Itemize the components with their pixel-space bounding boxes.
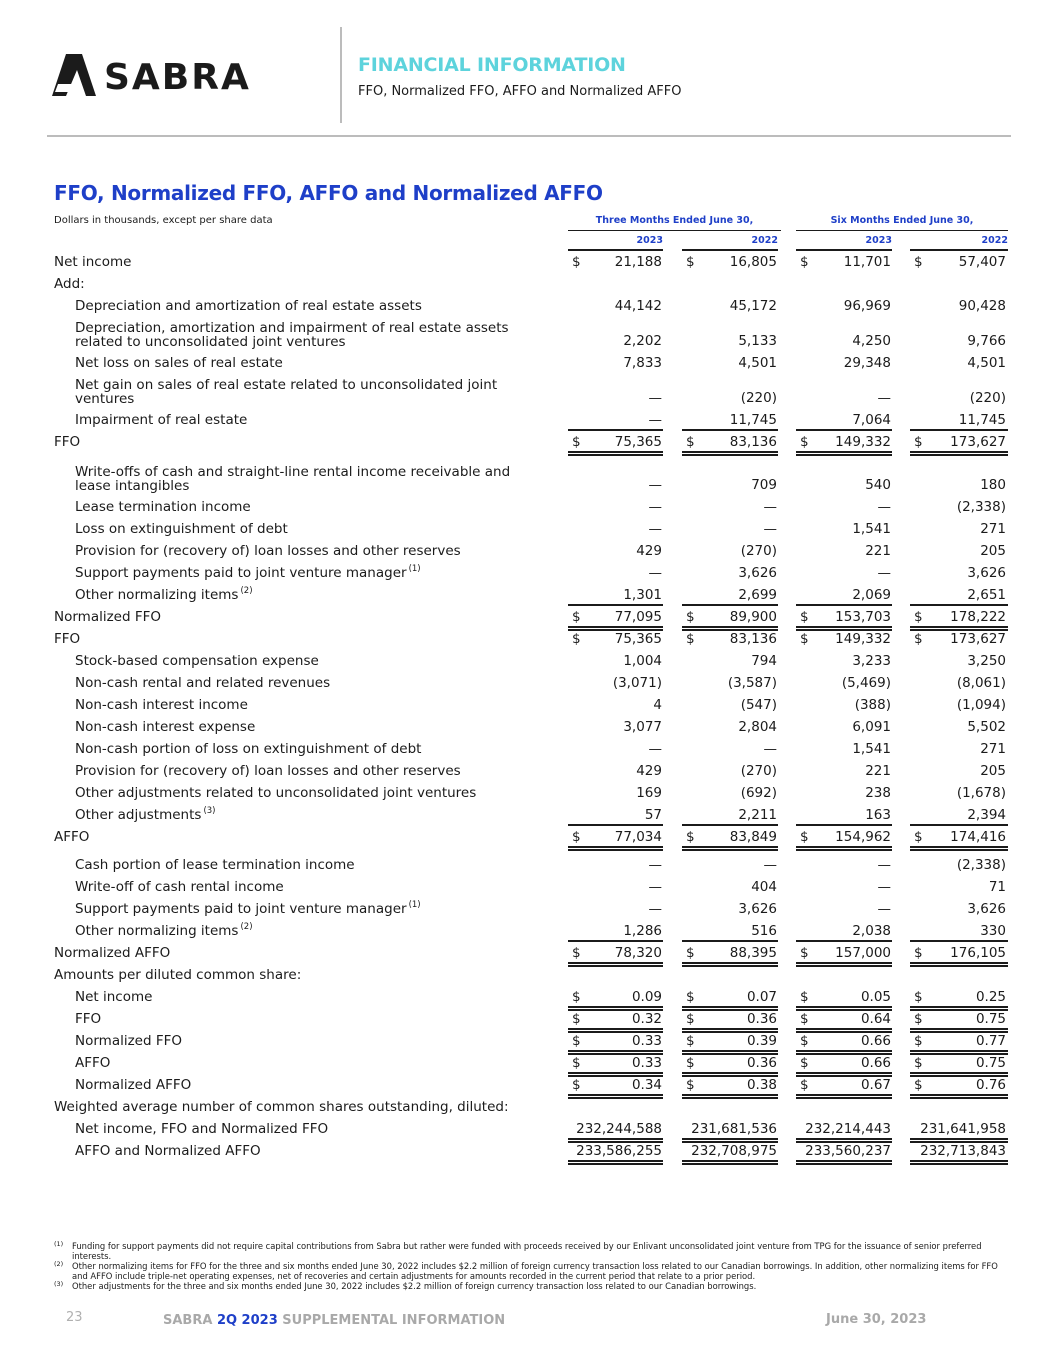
value-cell: 330 xyxy=(980,923,1006,939)
footer-brand: SABRA xyxy=(163,1313,213,1328)
value-cell: 0.75 xyxy=(975,1011,1006,1027)
value-cell: 2,211 xyxy=(738,807,777,823)
row-label: Depreciation, amortization and impairment of real estate assets related to unconsolidated joint ventures xyxy=(75,320,509,350)
dollar-sign: $ xyxy=(572,1077,581,1093)
value-cell: 231,641,958 xyxy=(920,1121,1006,1137)
value-cell: 3,250 xyxy=(967,653,1006,669)
footnote xyxy=(54,1241,1004,1261)
value-cell: 1,541 xyxy=(852,521,891,537)
row-label: Provision for (recovery of) loan losses and other reserves xyxy=(75,543,461,559)
value-cell: 44,142 xyxy=(614,298,662,314)
row-label: Net income, FFO and Normalized FFO xyxy=(75,1121,329,1137)
total-rule xyxy=(796,1163,892,1165)
row-label: Non-cash portion of loss on extinguishment of debt xyxy=(75,741,422,757)
value-cell: (3,587) xyxy=(727,675,777,691)
dollar-sign: $ xyxy=(914,945,923,961)
value-cell: 232,214,443 xyxy=(805,1121,891,1137)
value-cell: (220) xyxy=(740,390,777,406)
value-cell: 149,332 xyxy=(835,434,891,450)
value-cell: (2,338) xyxy=(956,499,1006,515)
value-cell: 2,804 xyxy=(738,719,777,735)
value-cell: 1,541 xyxy=(852,741,891,757)
value-cell: 0.66 xyxy=(860,1033,891,1049)
value-cell: 57,407 xyxy=(958,254,1006,270)
value-cell: 16,805 xyxy=(729,254,777,270)
value-cell: 2,651 xyxy=(967,587,1006,603)
row-label: Normalized AFFO xyxy=(75,1077,192,1093)
value-cell: 3,626 xyxy=(738,565,777,581)
footnote-marker: (2) xyxy=(54,1260,64,1268)
footnote-reference: (1) xyxy=(408,900,421,910)
value-cell: 5,502 xyxy=(967,719,1006,735)
dollar-sign: $ xyxy=(686,434,695,450)
value-cell: — xyxy=(648,499,662,515)
value-cell: 0.34 xyxy=(631,1077,662,1093)
value-cell: 3,233 xyxy=(852,653,891,669)
value-cell: — xyxy=(877,879,891,895)
row-label: Non-cash interest expense xyxy=(75,719,256,735)
footnote-text: Other adjustments for the three and six months ended June 30, 2022 includes $2.2 million of foreign currency transaction loss related to our Canadian borrowings. xyxy=(72,1281,757,1291)
value-cell: 0.66 xyxy=(860,1055,891,1071)
row-label: FFO xyxy=(75,1011,102,1027)
row-label: AFFO xyxy=(75,1055,111,1071)
value-cell: 90,428 xyxy=(958,298,1006,314)
footnote-reference: (1) xyxy=(408,564,421,574)
value-cell: 88,395 xyxy=(729,945,777,961)
period-header-six-months: Six Months Ended June 30, xyxy=(830,215,974,226)
row-label: Normalized FFO xyxy=(54,609,162,625)
footnotes xyxy=(54,1241,1004,1291)
total-rule xyxy=(682,454,778,456)
value-cell: 157,000 xyxy=(835,945,891,961)
section-title: FINANCIAL INFORMATION xyxy=(358,54,626,76)
value-cell: 231,681,536 xyxy=(691,1121,777,1137)
value-cell: 6,091 xyxy=(852,719,891,735)
year-header: 2023 xyxy=(865,235,892,246)
value-cell: 404 xyxy=(751,879,777,895)
total-rule xyxy=(796,451,892,453)
dollar-sign: $ xyxy=(572,1011,581,1027)
dollar-sign: $ xyxy=(914,829,923,845)
total-rule xyxy=(796,454,892,456)
page-title: FFO, Normalized FFO, AFFO and Normalized AFFO xyxy=(54,181,603,205)
value-cell: 4,250 xyxy=(852,333,891,349)
year-header: 2022 xyxy=(751,235,778,246)
value-cell: 1,301 xyxy=(623,587,662,603)
value-cell: — xyxy=(763,741,777,757)
value-cell: (270) xyxy=(740,763,777,779)
value-cell: 3,077 xyxy=(623,719,662,735)
value-cell: — xyxy=(648,521,662,537)
value-cell: 2,038 xyxy=(852,923,891,939)
value-cell: 21,188 xyxy=(614,254,662,270)
year-header: 2022 xyxy=(981,235,1008,246)
value-cell: 0.39 xyxy=(746,1033,777,1049)
value-cell: 77,034 xyxy=(614,829,662,845)
value-cell: 0.76 xyxy=(975,1077,1006,1093)
value-cell: 57 xyxy=(644,807,662,823)
total-rule xyxy=(568,1163,663,1165)
dollar-sign: $ xyxy=(914,1077,923,1093)
dollar-sign: $ xyxy=(572,829,581,845)
footnote xyxy=(54,1261,1004,1281)
value-cell: 96,969 xyxy=(843,298,891,314)
value-cell: 0.36 xyxy=(746,1011,777,1027)
dollar-sign: $ xyxy=(800,829,809,845)
value-cell: 221 xyxy=(865,763,891,779)
dollar-sign: $ xyxy=(572,1055,581,1071)
dollar-sign: $ xyxy=(914,989,923,1005)
dollar-sign: $ xyxy=(686,1077,695,1093)
value-cell: 0.38 xyxy=(746,1077,777,1093)
table-row xyxy=(0,815,1055,845)
dollar-sign: $ xyxy=(800,1055,809,1071)
row-label: Net income xyxy=(75,989,153,1005)
page-number: 23 xyxy=(66,1310,83,1325)
table-row xyxy=(0,341,1055,371)
row-label: Add: xyxy=(54,276,85,292)
value-cell: 45,172 xyxy=(729,298,777,314)
dollar-sign: $ xyxy=(914,609,923,625)
value-cell: 709 xyxy=(751,477,777,493)
value-cell: 429 xyxy=(636,763,662,779)
value-cell: 0.36 xyxy=(746,1055,777,1071)
row-label: Lease termination income xyxy=(75,499,251,515)
value-cell: 176,105 xyxy=(950,945,1006,961)
value-cell: (220) xyxy=(969,390,1006,406)
footnote-reference: (2) xyxy=(240,586,253,596)
dollar-sign: $ xyxy=(914,254,923,270)
value-cell: 5,133 xyxy=(738,333,777,349)
dollar-sign: $ xyxy=(914,1033,923,1049)
row-label: Support payments paid to joint venture manager $^{(1)}$ xyxy=(75,564,421,581)
total-rule xyxy=(910,1163,1008,1165)
value-cell: 0.33 xyxy=(631,1033,662,1049)
row-label: Stock-based compensation expense xyxy=(75,653,319,669)
footnote-text: Other normalizing items for FFO for the three and six months ended June 30, 2022 includes $2.2 million of foreign currency transaction loss related to our Canadian borrowings. In addition, other normalizing items for FFO and AFFO include triple-net operating expenses, net of recoveries and certain adjustments for amounts recorded in the current period that relate to a prior period. xyxy=(72,1261,998,1281)
dollar-sign: $ xyxy=(572,609,581,625)
value-cell: (1,678) xyxy=(956,785,1006,801)
dollar-sign: $ xyxy=(572,945,581,961)
value-cell: (8,061) xyxy=(956,675,1006,691)
footnote-text: Funding for support payments did not require capital contributions from Sabra but rather were funded with proceeds received by our Enlivant unconsolidated joint venture from TPG for the issuance of senior preferred interests. xyxy=(72,1241,982,1261)
row-label: Impairment of real estate xyxy=(75,412,248,428)
value-cell: — xyxy=(648,879,662,895)
value-cell: 3,626 xyxy=(738,901,777,917)
value-cell: (547) xyxy=(740,697,777,713)
value-cell: — xyxy=(648,901,662,917)
total-rule xyxy=(568,1160,663,1162)
table-row xyxy=(0,1129,1055,1159)
value-cell: 2,699 xyxy=(738,587,777,603)
value-cell: 3,626 xyxy=(967,565,1006,581)
value-cell: 794 xyxy=(751,653,777,669)
dollar-sign: $ xyxy=(800,989,809,1005)
value-cell: 83,136 xyxy=(729,631,777,647)
value-cell: (2,338) xyxy=(956,857,1006,873)
dollar-sign: $ xyxy=(914,434,923,450)
total-rule xyxy=(910,454,1008,456)
value-cell: 163 xyxy=(865,807,891,823)
row-label: Cash portion of lease termination income xyxy=(75,857,355,873)
dollar-sign: $ xyxy=(800,434,809,450)
row-label: Other normalizing items $^{(2)}$ xyxy=(75,586,253,603)
value-cell: 271 xyxy=(980,521,1006,537)
row-label: Net gain on sales of real estate related to unconsolidated joint ventures xyxy=(75,377,498,407)
value-cell: — xyxy=(648,477,662,493)
dollar-sign: $ xyxy=(686,254,695,270)
dollar-sign: $ xyxy=(914,631,923,647)
value-cell: — xyxy=(877,901,891,917)
dollar-sign: $ xyxy=(686,1055,695,1071)
row-label: Net income xyxy=(54,254,132,270)
dollar-sign: $ xyxy=(686,989,695,1005)
dollar-sign: $ xyxy=(800,631,809,647)
value-cell: 2,394 xyxy=(967,807,1006,823)
total-rule xyxy=(682,1163,778,1165)
row-label: Provision for (recovery of) loan losses and other reserves xyxy=(75,763,461,779)
value-cell: 11,745 xyxy=(958,412,1006,428)
value-cell: 232,713,843 xyxy=(920,1143,1006,1159)
footnote-reference: (3) xyxy=(203,806,216,816)
footer-title xyxy=(163,1313,505,1328)
value-cell: 271 xyxy=(980,741,1006,757)
value-cell: 0.25 xyxy=(975,989,1006,1005)
value-cell: (270) xyxy=(740,543,777,559)
value-cell: 154,962 xyxy=(835,829,891,845)
footnote-marker: (3) xyxy=(54,1280,64,1288)
value-cell: — xyxy=(763,857,777,873)
row-label: Other normalizing items $^{(2)}$ xyxy=(75,922,253,939)
dollar-sign: $ xyxy=(686,1033,695,1049)
value-cell: 4 xyxy=(653,697,662,713)
value-cell: 205 xyxy=(980,543,1006,559)
row-label: Write-off of cash rental income xyxy=(75,879,284,895)
dollar-sign: $ xyxy=(572,1033,581,1049)
value-cell: 174,416 xyxy=(950,829,1006,845)
value-cell: — xyxy=(648,412,662,428)
value-cell: 173,627 xyxy=(950,434,1006,450)
value-cell: 0.32 xyxy=(631,1011,662,1027)
value-cell: 429 xyxy=(636,543,662,559)
value-cell: 29,348 xyxy=(843,355,891,371)
value-cell: 178,222 xyxy=(950,609,1006,625)
value-cell: 75,365 xyxy=(614,434,662,450)
year-header: 2023 xyxy=(636,235,663,246)
dollar-sign: $ xyxy=(686,1011,695,1027)
total-rule xyxy=(796,1160,892,1162)
dollar-sign: $ xyxy=(686,829,695,845)
value-cell: 233,560,237 xyxy=(805,1143,891,1159)
row-label: Non-cash rental and related revenues xyxy=(75,675,331,691)
value-cell: 11,745 xyxy=(729,412,777,428)
value-cell: (5,469) xyxy=(841,675,891,691)
value-cell: — xyxy=(648,390,662,406)
dollar-sign: $ xyxy=(686,609,695,625)
footer-quarter: 2Q 2023 xyxy=(216,1313,278,1328)
value-cell: 205 xyxy=(980,763,1006,779)
total-rule xyxy=(682,451,778,453)
value-cell: (692) xyxy=(740,785,777,801)
footnote xyxy=(54,1281,1004,1291)
value-cell: 7,064 xyxy=(852,412,891,428)
value-cell: 71 xyxy=(988,879,1006,895)
row-label: Normalized AFFO xyxy=(54,945,171,961)
footer-date: June 30, 2023 xyxy=(826,1312,927,1327)
total-rule xyxy=(682,1160,778,1162)
dollar-sign: $ xyxy=(800,254,809,270)
value-cell: 9,766 xyxy=(967,333,1006,349)
table-row xyxy=(0,284,1055,314)
footnote-reference: (2) xyxy=(240,922,253,932)
value-cell: 238 xyxy=(865,785,891,801)
dollar-sign: $ xyxy=(572,434,581,450)
value-cell: 2,069 xyxy=(852,587,891,603)
period-header-three-months: Three Months Ended June 30, xyxy=(595,215,754,226)
value-cell: 1,286 xyxy=(623,923,662,939)
dollar-sign: $ xyxy=(914,1055,923,1071)
value-cell: 232,244,588 xyxy=(576,1121,662,1137)
value-cell: — xyxy=(877,565,891,581)
value-cell: 0.05 xyxy=(860,989,891,1005)
value-cell: 4,501 xyxy=(738,355,777,371)
value-cell: 0.64 xyxy=(860,1011,891,1027)
dollar-sign: $ xyxy=(800,609,809,625)
value-cell: — xyxy=(648,565,662,581)
dollar-sign: $ xyxy=(914,1011,923,1027)
value-cell: 0.33 xyxy=(631,1055,662,1071)
dollar-sign: $ xyxy=(686,631,695,647)
value-cell: 516 xyxy=(751,923,777,939)
units-note: Dollars in thousands, except per share data xyxy=(54,215,273,226)
row-label: Amounts per diluted common share: xyxy=(54,967,302,983)
row-label: FFO xyxy=(54,434,81,450)
row-label: Other adjustments $^{(3)}$ xyxy=(75,806,216,823)
table-row xyxy=(0,420,1055,450)
value-cell: 0.07 xyxy=(746,989,777,1005)
value-cell: — xyxy=(763,521,777,537)
dollar-sign: $ xyxy=(686,945,695,961)
value-cell: 149,332 xyxy=(835,631,891,647)
total-rule xyxy=(568,454,663,456)
total-rule xyxy=(910,1160,1008,1162)
value-cell: — xyxy=(877,499,891,515)
dollar-sign: $ xyxy=(800,1011,809,1027)
footnote-marker: (1) xyxy=(54,1240,64,1248)
value-cell: 77,095 xyxy=(614,609,662,625)
value-cell: — xyxy=(648,857,662,873)
row-label: Support payments paid to joint venture manager $^{(1)}$ xyxy=(75,900,421,917)
value-cell: 7,833 xyxy=(623,355,662,371)
value-cell: — xyxy=(877,390,891,406)
value-cell: 0.67 xyxy=(860,1077,891,1093)
dollar-sign: $ xyxy=(800,945,809,961)
total-rule xyxy=(568,451,663,453)
row-label: Loss on extinguishment of debt xyxy=(75,521,288,537)
value-cell: — xyxy=(763,499,777,515)
value-cell: 0.77 xyxy=(975,1033,1006,1049)
value-cell: — xyxy=(877,857,891,873)
row-label: AFFO xyxy=(54,829,90,845)
row-label: Depreciation and amortization of real estate assets xyxy=(75,298,422,314)
value-cell: 83,849 xyxy=(729,829,777,845)
value-cell: 169 xyxy=(636,785,662,801)
row-label: Other adjustments related to unconsolidated joint ventures xyxy=(75,785,477,801)
value-cell: 221 xyxy=(865,543,891,559)
dollar-sign: $ xyxy=(572,631,581,647)
value-cell: 83,136 xyxy=(729,434,777,450)
value-cell: 0.09 xyxy=(631,989,662,1005)
row-label: Weighted average number of common shares outstanding, diluted: xyxy=(54,1099,509,1115)
footer-suffix: SUPPLEMENTAL INFORMATION xyxy=(282,1313,506,1328)
value-cell: 153,703 xyxy=(835,609,891,625)
value-cell: 0.75 xyxy=(975,1055,1006,1071)
value-cell: 180 xyxy=(980,477,1006,493)
row-label: Normalized FFO xyxy=(75,1033,183,1049)
value-cell: (1,094) xyxy=(956,697,1006,713)
value-cell: 78,320 xyxy=(614,945,662,961)
value-cell: (3,071) xyxy=(612,675,662,691)
dollar-sign: $ xyxy=(800,1033,809,1049)
row-label: AFFO and Normalized AFFO xyxy=(75,1143,261,1159)
value-cell: (388) xyxy=(854,697,891,713)
row-label: Write-offs of cash and straight-line rental income receivable and lease intangibles xyxy=(75,464,511,494)
row-label: Non-cash interest income xyxy=(75,697,248,713)
total-rule xyxy=(910,451,1008,453)
svg-text:SABRA: SABRA xyxy=(104,57,251,98)
value-cell: 173,627 xyxy=(950,631,1006,647)
value-cell: 233,586,255 xyxy=(576,1143,662,1159)
row-label: Net loss on sales of real estate xyxy=(75,355,283,371)
section-subtitle: FFO, Normalized FFO, AFFO and Normalized AFFO xyxy=(358,84,682,99)
value-cell: 2,202 xyxy=(623,333,662,349)
dollar-sign: $ xyxy=(800,1077,809,1093)
dollar-sign: $ xyxy=(572,254,581,270)
dollar-sign: $ xyxy=(572,989,581,1005)
row-label: FFO xyxy=(54,631,81,647)
value-cell: 1,004 xyxy=(623,653,662,669)
value-cell: 3,626 xyxy=(967,901,1006,917)
value-cell: 4,501 xyxy=(967,355,1006,371)
value-cell: 232,708,975 xyxy=(691,1143,777,1159)
value-cell: 540 xyxy=(865,477,891,493)
value-cell: 75,365 xyxy=(614,631,662,647)
value-cell: 11,701 xyxy=(843,254,891,270)
value-cell: — xyxy=(648,741,662,757)
value-cell: 89,900 xyxy=(729,609,777,625)
